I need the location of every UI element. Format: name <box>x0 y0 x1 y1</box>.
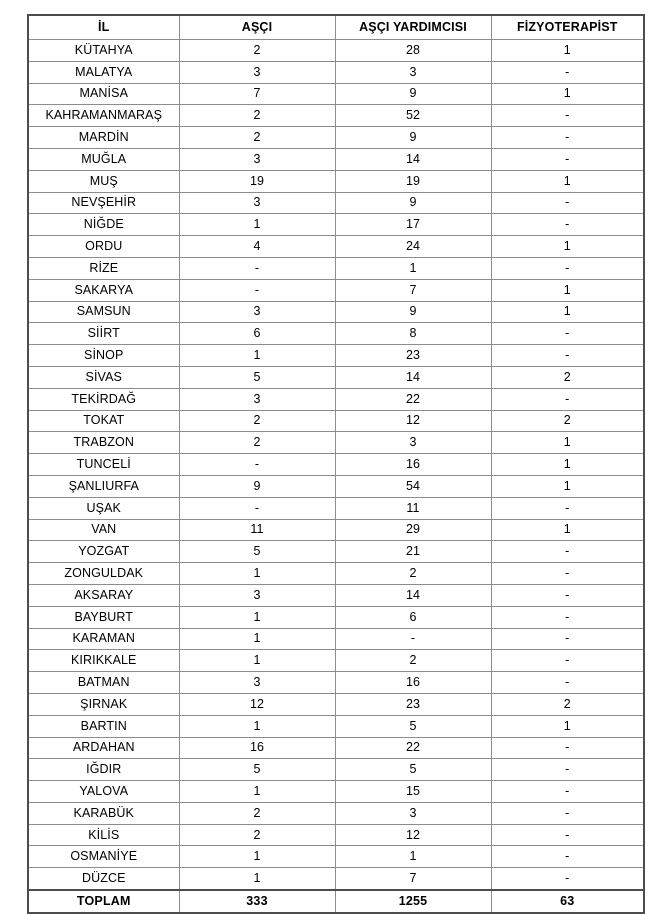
cell-fizyo: - <box>491 192 644 214</box>
cell-fizyo: - <box>491 802 644 824</box>
cell-asci: 2 <box>179 432 335 454</box>
cell-fizyo: - <box>491 257 644 279</box>
cell-fizyo: - <box>491 846 644 868</box>
cell-asci: 2 <box>179 824 335 846</box>
cell-il: ARDAHAN <box>28 737 179 759</box>
column-header-asci: AŞÇI <box>179 15 335 40</box>
cell-yardimci: 9 <box>335 83 491 105</box>
column-header-yardimci: AŞÇI YARDIMCISI <box>335 15 491 40</box>
cell-asci: 5 <box>179 541 335 563</box>
cell-il: UŞAK <box>28 497 179 519</box>
cell-il: IĞDIR <box>28 759 179 781</box>
table-footer <box>28 890 644 913</box>
table-row <box>28 715 644 737</box>
cell-il: SAKARYA <box>28 279 179 301</box>
cell-asci: 1 <box>179 781 335 803</box>
cell-il: MALATYA <box>28 61 179 83</box>
cell-yardimci: 9 <box>335 301 491 323</box>
table-row <box>28 519 644 541</box>
cell-asci: 6 <box>179 323 335 345</box>
cell-fizyo: - <box>491 606 644 628</box>
cell-yardimci: 23 <box>335 693 491 715</box>
cell-yardimci: 24 <box>335 236 491 258</box>
table-header-row <box>28 15 644 40</box>
cell-asci: 3 <box>179 388 335 410</box>
cell-il: AKSARAY <box>28 584 179 606</box>
cell-il: YOZGAT <box>28 541 179 563</box>
cell-asci: 2 <box>179 127 335 149</box>
cell-fizyo: 1 <box>491 475 644 497</box>
table-row <box>28 323 644 345</box>
cell-il: ŞIRNAK <box>28 693 179 715</box>
table-row <box>28 279 644 301</box>
cell-asci: 1 <box>179 628 335 650</box>
cell-il: SİİRT <box>28 323 179 345</box>
cell-fizyo: - <box>491 672 644 694</box>
table-row <box>28 345 644 367</box>
cell-fizyo: - <box>491 497 644 519</box>
table-row <box>28 454 644 476</box>
cell-il: KÜTAHYA <box>28 40 179 62</box>
cell-fizyo: 2 <box>491 693 644 715</box>
table-row <box>28 214 644 236</box>
cell-fizyo: - <box>491 781 644 803</box>
cell-il: TUNCELİ <box>28 454 179 476</box>
cell-fizyo: 1 <box>491 454 644 476</box>
table-row <box>28 824 644 846</box>
cell-asci: - <box>179 454 335 476</box>
table-row <box>28 83 644 105</box>
cell-yardimci: 54 <box>335 475 491 497</box>
cell-fizyo: - <box>491 737 644 759</box>
cell-il: VAN <box>28 519 179 541</box>
cell-asci: 3 <box>179 192 335 214</box>
cell-asci: 19 <box>179 170 335 192</box>
cell-asci: 3 <box>179 148 335 170</box>
cell-fizyo: 1 <box>491 83 644 105</box>
cell-yardimci: 8 <box>335 323 491 345</box>
cell-yardimci: 17 <box>335 214 491 236</box>
cell-asci: 1 <box>179 345 335 367</box>
cell-il: KİLİS <box>28 824 179 846</box>
total-row <box>28 890 644 913</box>
cell-yardimci: 3 <box>335 802 491 824</box>
cell-yardimci: 3 <box>335 432 491 454</box>
cell-fizyo: 1 <box>491 432 644 454</box>
cell-yardimci: 12 <box>335 410 491 432</box>
cell-il: TOKAT <box>28 410 179 432</box>
cell-il: SAMSUN <box>28 301 179 323</box>
table-row <box>28 497 644 519</box>
cell-yardimci: 3 <box>335 61 491 83</box>
cell-fizyo: - <box>491 868 644 890</box>
cell-asci: 2 <box>179 802 335 824</box>
cell-asci: 1 <box>179 846 335 868</box>
column-header-il: İL <box>28 15 179 40</box>
cell-asci: 4 <box>179 236 335 258</box>
cell-fizyo: 1 <box>491 279 644 301</box>
table-row <box>28 672 644 694</box>
cell-yardimci: 14 <box>335 584 491 606</box>
cell-il: MARDİN <box>28 127 179 149</box>
cell-il: BAYBURT <box>28 606 179 628</box>
cell-il: KIRIKKALE <box>28 650 179 672</box>
cell-fizyo: 1 <box>491 301 644 323</box>
cell-fizyo: - <box>491 61 644 83</box>
cell-asci: 11 <box>179 519 335 541</box>
cell-fizyo: 1 <box>491 40 644 62</box>
column-header-fizyo: FİZYOTERAPİST <box>491 15 644 40</box>
cell-il: DÜZCE <box>28 868 179 890</box>
table-row <box>28 802 644 824</box>
table-row <box>28 584 644 606</box>
cell-fizyo: - <box>491 388 644 410</box>
cell-asci: 1 <box>179 650 335 672</box>
cell-il: YALOVA <box>28 781 179 803</box>
table-row <box>28 846 644 868</box>
total-yardimci: 1255 <box>335 890 491 913</box>
cell-il: BARTIN <box>28 715 179 737</box>
cell-il: KARABÜK <box>28 802 179 824</box>
table-row <box>28 192 644 214</box>
cell-asci: 5 <box>179 759 335 781</box>
cell-asci: 3 <box>179 301 335 323</box>
cell-asci: 3 <box>179 61 335 83</box>
cell-yardimci: 2 <box>335 563 491 585</box>
table-row <box>28 650 644 672</box>
table-row <box>28 366 644 388</box>
cell-asci: 2 <box>179 410 335 432</box>
cell-fizyo: 1 <box>491 236 644 258</box>
cell-asci: - <box>179 497 335 519</box>
cell-yardimci: 29 <box>335 519 491 541</box>
total-asci: 333 <box>179 890 335 913</box>
cell-yardimci: 9 <box>335 127 491 149</box>
table-row <box>28 693 644 715</box>
cell-asci: 12 <box>179 693 335 715</box>
cell-fizyo: - <box>491 824 644 846</box>
cell-il: MUŞ <box>28 170 179 192</box>
cell-yardimci: 21 <box>335 541 491 563</box>
cell-il: ŞANLIURFA <box>28 475 179 497</box>
cell-asci: 7 <box>179 83 335 105</box>
cell-yardimci: 22 <box>335 388 491 410</box>
cell-yardimci: 52 <box>335 105 491 127</box>
cell-yardimci: 5 <box>335 715 491 737</box>
cell-yardimci: 14 <box>335 366 491 388</box>
total-fizyo: 63 <box>491 890 644 913</box>
table-row <box>28 475 644 497</box>
cell-fizyo: 1 <box>491 715 644 737</box>
table-row <box>28 737 644 759</box>
cell-yardimci: 11 <box>335 497 491 519</box>
cell-yardimci: 23 <box>335 345 491 367</box>
cell-asci: - <box>179 279 335 301</box>
table-row <box>28 61 644 83</box>
cell-yardimci: 7 <box>335 868 491 890</box>
cell-fizyo: 2 <box>491 410 644 432</box>
cell-il: TRABZON <box>28 432 179 454</box>
table-row <box>28 236 644 258</box>
cell-il: SİNOP <box>28 345 179 367</box>
cell-il: TEKİRDAĞ <box>28 388 179 410</box>
cell-il: NEVŞEHİR <box>28 192 179 214</box>
table-row <box>28 105 644 127</box>
cell-yardimci: - <box>335 628 491 650</box>
cell-fizyo: 2 <box>491 366 644 388</box>
cell-fizyo: 1 <box>491 519 644 541</box>
total-label: TOPLAM <box>28 890 179 913</box>
cell-yardimci: 2 <box>335 650 491 672</box>
table-row <box>28 781 644 803</box>
table-row <box>28 606 644 628</box>
table-row <box>28 388 644 410</box>
table-row <box>28 170 644 192</box>
cell-fizyo: - <box>491 563 644 585</box>
table-row <box>28 868 644 890</box>
cell-asci: 1 <box>179 606 335 628</box>
table-body <box>28 40 644 891</box>
cell-fizyo: - <box>491 628 644 650</box>
cell-fizyo: - <box>491 214 644 236</box>
cell-il: KARAMAN <box>28 628 179 650</box>
cell-il: MUĞLA <box>28 148 179 170</box>
cell-il: ZONGULDAK <box>28 563 179 585</box>
cell-il: RİZE <box>28 257 179 279</box>
cell-il: BATMAN <box>28 672 179 694</box>
cell-il: MANİSA <box>28 83 179 105</box>
cell-yardimci: 9 <box>335 192 491 214</box>
cell-fizyo: - <box>491 148 644 170</box>
table-row <box>28 628 644 650</box>
table-row <box>28 127 644 149</box>
cell-asci: 2 <box>179 105 335 127</box>
cell-fizyo: - <box>491 650 644 672</box>
cell-fizyo: - <box>491 759 644 781</box>
cell-yardimci: 16 <box>335 454 491 476</box>
table-row <box>28 541 644 563</box>
cell-yardimci: 1 <box>335 846 491 868</box>
cell-asci: 16 <box>179 737 335 759</box>
cell-yardimci: 6 <box>335 606 491 628</box>
cell-yardimci: 22 <box>335 737 491 759</box>
personnel-table <box>27 14 645 914</box>
cell-asci: - <box>179 257 335 279</box>
cell-asci: 1 <box>179 214 335 236</box>
cell-yardimci: 14 <box>335 148 491 170</box>
cell-asci: 3 <box>179 584 335 606</box>
table-row <box>28 432 644 454</box>
cell-il: ORDU <box>28 236 179 258</box>
table-row <box>28 301 644 323</box>
cell-yardimci: 1 <box>335 257 491 279</box>
cell-il: OSMANİYE <box>28 846 179 868</box>
cell-asci: 5 <box>179 366 335 388</box>
cell-fizyo: - <box>491 105 644 127</box>
cell-fizyo: - <box>491 127 644 149</box>
cell-asci: 3 <box>179 672 335 694</box>
cell-fizyo: - <box>491 345 644 367</box>
cell-asci: 1 <box>179 715 335 737</box>
cell-yardimci: 28 <box>335 40 491 62</box>
cell-il: SİVAS <box>28 366 179 388</box>
table-row <box>28 148 644 170</box>
table-row <box>28 410 644 432</box>
table-row <box>28 257 644 279</box>
cell-il: NİĞDE <box>28 214 179 236</box>
cell-yardimci: 12 <box>335 824 491 846</box>
personnel-table-container <box>27 14 643 914</box>
cell-yardimci: 15 <box>335 781 491 803</box>
cell-fizyo: 1 <box>491 170 644 192</box>
cell-yardimci: 5 <box>335 759 491 781</box>
table-row <box>28 563 644 585</box>
cell-yardimci: 19 <box>335 170 491 192</box>
cell-yardimci: 16 <box>335 672 491 694</box>
table-row <box>28 40 644 62</box>
cell-asci: 2 <box>179 40 335 62</box>
cell-fizyo: - <box>491 323 644 345</box>
table-header <box>28 15 644 40</box>
cell-asci: 9 <box>179 475 335 497</box>
cell-asci: 1 <box>179 868 335 890</box>
table-row <box>28 759 644 781</box>
cell-il: KAHRAMANMARAŞ <box>28 105 179 127</box>
cell-asci: 1 <box>179 563 335 585</box>
cell-fizyo: - <box>491 541 644 563</box>
cell-fizyo: - <box>491 584 644 606</box>
cell-yardimci: 7 <box>335 279 491 301</box>
